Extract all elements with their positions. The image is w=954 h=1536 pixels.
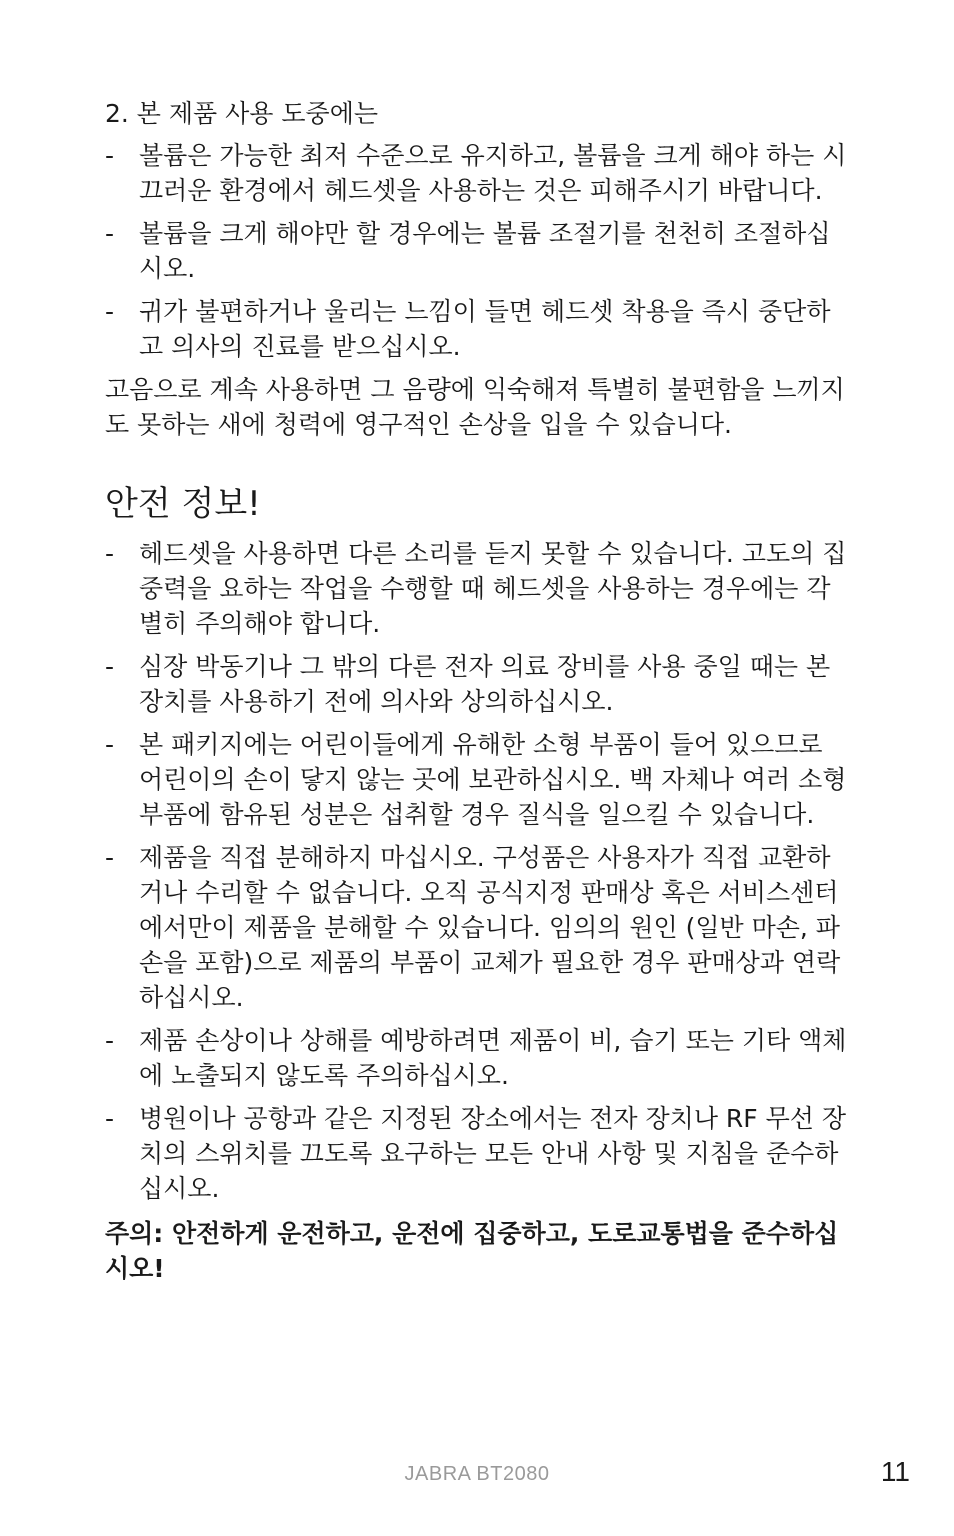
list-item	[105, 216, 850, 286]
bullet-dash: -	[105, 539, 115, 568]
bullet-text: 병원이나 공항과 같은 지정된 장소에서는 전자 장치나 RF 무선 장치의 스위치를 끄도록 요구하는 모든 안내 사항 및 지침을 준수하십시오.	[139, 1104, 847, 1203]
bullet-dash: -	[105, 1104, 115, 1133]
list-item	[105, 840, 850, 1015]
bullet-text: 제품 손상이나 상해를 예방하려면 제품이 비, 습기 또는 기타 액체에 노출되지 않도록 주의하십시오.	[139, 1026, 847, 1090]
bullet-dash: -	[105, 730, 115, 759]
list-item	[105, 536, 850, 641]
bullet-text: 귀가 불편하거나 울리는 느낌이 들면 헤드셋 착용을 즉시 중단하고 의사의 진료를 받으십시오.	[139, 297, 831, 361]
list-item	[105, 727, 850, 832]
list-item	[105, 649, 850, 719]
page-content	[105, 96, 850, 1286]
page-number: 11	[880, 1456, 910, 1487]
driving-warning: 주의: 안전하게 운전하고, 운전에 집중하고, 도로교통법을 준수하십시오!	[105, 1219, 839, 1283]
list-item	[105, 1101, 850, 1206]
bullet-text: 볼륨을 크게 해야만 할 경우에는 볼륨 조절기를 천천히 조절하십시오.	[139, 219, 831, 283]
bullet-dash: -	[105, 843, 115, 872]
hearing-paragraph: 고음으로 계속 사용하면 그 음량에 익숙해져 특별히 불편함을 느끼지도 못하는 새에 청력에 영구적인 손상을 입을 수 있습니다.	[105, 375, 845, 439]
bullet-dash: -	[105, 219, 115, 248]
bullet-dash: -	[105, 141, 115, 170]
bullet-dash: -	[105, 652, 115, 681]
bullet-dash: -	[105, 1026, 115, 1055]
bullet-text: 제품을 직접 분해하지 마십시오. 구성품은 사용자가 직접 교환하거나 수리할 수 없습니다. 오직 공식지정 판매상 혹은 서비스센터에서만이 제품을 분해할 수 있습니다. 임의의 원인 (일반 마손, 파손을 포함)으로 제품의 부품이 교체가 필요한 경우 판매상과 연락하십시오.	[139, 843, 841, 1012]
bullet-text: 본 패키지에는 어린이들에게 유해한 소형 부품이 들어 있으므로 어린이의 손이 닿지 않는 곳에 보관하십시오. 백 자체나 여러 소형 부품에 함유된 성분은 섭취할 경우 질식을 일으킬 수 있습니다.	[139, 730, 847, 829]
bullet-text: 헤드셋을 사용하면 다른 소리를 듣지 못할 수 있습니다. 고도의 집중력을 요하는 작업을 수행할 때 헤드셋을 사용하는 경우에는 각별히 주의해야 합니다.	[139, 539, 847, 638]
safety-bullet-list	[105, 536, 850, 1206]
step-heading: 2. 본 제품 사용 도중에는	[105, 99, 378, 128]
bullet-text: 볼륨은 가능한 최저 수준으로 유지하고, 볼륨을 크게 해야 하는 시끄러운 환경에서 헤드셋을 사용하는 것은 피해주시기 바랍니다.	[139, 141, 847, 205]
bullet-text: 심장 박동기나 그 밖의 다른 전자 의료 장비를 사용 중일 때는 본 장치를 사용하기 전에 의사와 상의하십시오.	[139, 652, 831, 716]
list-item	[105, 1023, 850, 1093]
bullet-dash: -	[105, 297, 115, 326]
footer-brand: JABRA BT2080	[404, 1463, 550, 1485]
list-item	[105, 138, 850, 208]
usage-bullet-list	[105, 138, 850, 364]
safety-heading: 안전 정보!	[105, 484, 261, 524]
list-item	[105, 294, 850, 364]
